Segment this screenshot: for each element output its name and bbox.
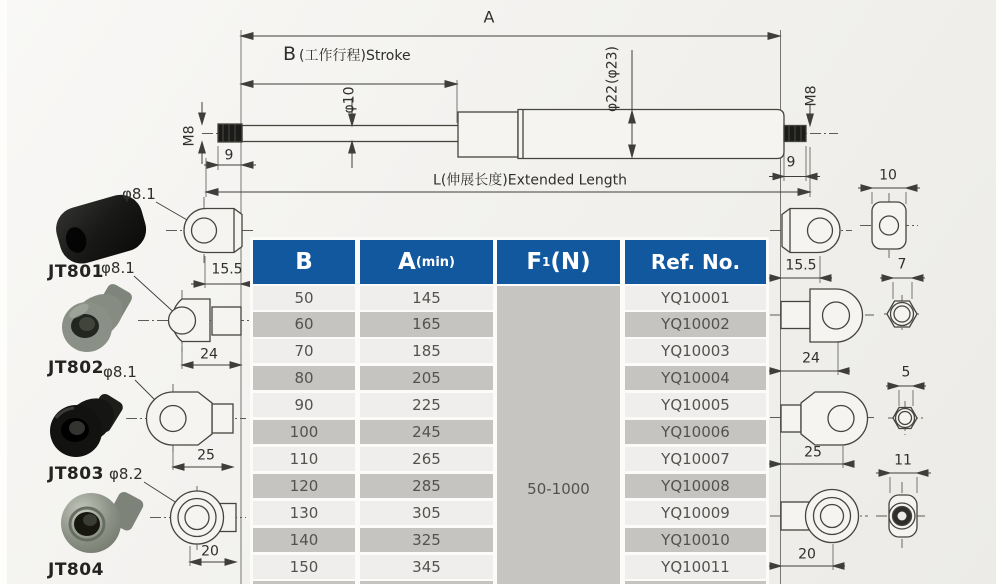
table-cell-b: 130 [253,501,355,525]
dim-label-extended-length: L(伸展长度)Extended Length [433,172,627,189]
table-cell-b: 110 [253,447,355,471]
dim-label-thread-right: M8 [803,85,820,107]
side-dim-jt803: 5 [901,364,911,381]
fitting-side-jt802 [887,301,917,327]
front-dim-jt801-left: 15.5 [211,261,243,278]
gas-spring-drawing [218,110,806,159]
table-cell-ref: YQ10010 [625,528,766,552]
fitting-front-jt802-right [781,289,863,342]
table-cell-ref: YQ10001 [625,286,766,310]
fitting-side-jt803 [893,408,917,429]
hole-dia-label-jt804: φ8.2 [109,465,143,483]
header-b-text: B [295,249,313,275]
header-f-sub-text: 1 [542,255,551,269]
tube-body [518,110,784,159]
front-dim-jt801-right: 15.5 [785,257,817,274]
table-col-b [253,240,355,584]
fitting-front-jt804-left [171,491,237,544]
table-header-b [253,240,355,284]
table-col-ref [625,240,766,584]
fitting-side-jt804 [889,495,917,537]
header-ref-text: Ref. No. [650,250,741,274]
dim-label-stroke-b: B [283,43,297,65]
thread-left [218,124,242,142]
fitting-side-jt801 [872,202,906,249]
header-a-min-text: (min) [415,254,455,270]
table-cell-a: 145 [360,286,493,310]
force-range-value: 50-1000 [527,479,590,498]
header-f-unit-text: (N) [550,249,591,275]
table-cell-a: 285 [360,474,493,498]
table-cell-b: 100 [253,420,355,444]
table-cell-a: 325 [360,528,493,552]
dim-label-stroke-text: (工作行程)Stroke [299,48,411,64]
hole-dia-label-jt801: φ8.1 [122,185,156,203]
front-dim-jt802-left: 24 [200,346,218,363]
table-cell-b: 140 [253,528,355,552]
fitting-front-jt803-right [781,392,867,445]
table-cell-ref: YQ10008 [625,474,766,498]
side-dim-jt802: 7 [897,256,907,273]
table-cell-ref: YQ10003 [625,339,766,363]
dim-label-thread-length-right: 9 [786,154,796,171]
hole-dia-label-jt803: φ8.1 [103,363,137,381]
table-cell-ref: YQ10009 [625,501,766,525]
front-dim-jt803-left: 25 [197,447,215,464]
table-cell-ref: YQ10011 [625,555,766,579]
table-cell-a: 345 [360,555,493,579]
fitting-code-jt804: JT804 [48,560,104,580]
table-cell-b: 90 [253,393,355,417]
fitting-code-jt803: JT803 [48,464,104,484]
front-dim-jt804-left: 20 [201,543,219,560]
fitting-code-jt801: JT801 [48,262,104,282]
header-f-text: F [526,249,543,275]
photo-jt802 [62,282,134,352]
fitting-front-jt801-right [782,209,840,253]
photo-jt804 [61,490,145,553]
table-cell-a: 245 [360,420,493,444]
header-a-text: A [398,249,416,275]
table-cell-a: 165 [360,312,493,336]
dim-label-tube-diameter [606,46,621,112]
fitting-front-jt803-left [147,392,233,445]
tube-collar [458,112,518,157]
side-dim-jt801: 10 [879,167,897,184]
table-cell-ref: YQ10006 [625,420,766,444]
dim-label-rod-diameter: φ10 [341,86,358,114]
fitting-front-jt801-left [184,209,242,253]
dim-label-thread-left: M8 [181,125,198,147]
table-cell-a: 225 [360,393,493,417]
table-cell-a: 205 [360,366,493,390]
hole-dia-label-jt802: φ8.1 [101,259,135,277]
front-dim-jt803-right: 25 [804,444,822,461]
photo-jt803 [50,389,125,457]
side-dim-jt804: 11 [894,452,912,469]
fitting-code-jt802: JT802 [48,358,104,378]
force-range-merged-cell [497,286,620,584]
table-cell-b: 80 [253,366,355,390]
table-cell-b: 120 [253,474,355,498]
table-header-ref [625,240,766,284]
dim-label-stroke [283,43,411,65]
table-cell-a: 185 [360,339,493,363]
table-cell-b: 70 [253,339,355,363]
dim-label-thread-length-left: 9 [224,147,234,164]
fitting-front-jt804-right [781,490,859,543]
table-cell-b: 50 [253,286,355,310]
table-cell-b: 60 [253,312,355,336]
tube-diameter-value: φ22 [604,84,621,113]
table-cell-ref: YQ10002 [625,312,766,336]
dim-label-overall-a: A [483,7,495,27]
table-cell-ref: YQ10007 [625,447,766,471]
table-header-f1 [497,240,620,284]
table-cell-ref: YQ10005 [625,393,766,417]
fitting-front-jt802-left [169,299,242,342]
table-header-a [360,240,493,284]
table-cell-b: 150 [253,555,355,579]
front-dim-jt804-right: 20 [798,546,816,563]
table-col-f1 [497,240,620,584]
fitting-drawings-left [147,209,242,545]
front-dim-jt802-right: 24 [802,350,820,367]
piston-rod [242,126,459,142]
table-cell-a: 265 [360,447,493,471]
table-cell-a: 305 [360,501,493,525]
table-col-a [360,240,493,584]
table-cell-ref: YQ10004 [625,366,766,390]
tube-diameter-paint-value: (φ23) [604,45,621,84]
